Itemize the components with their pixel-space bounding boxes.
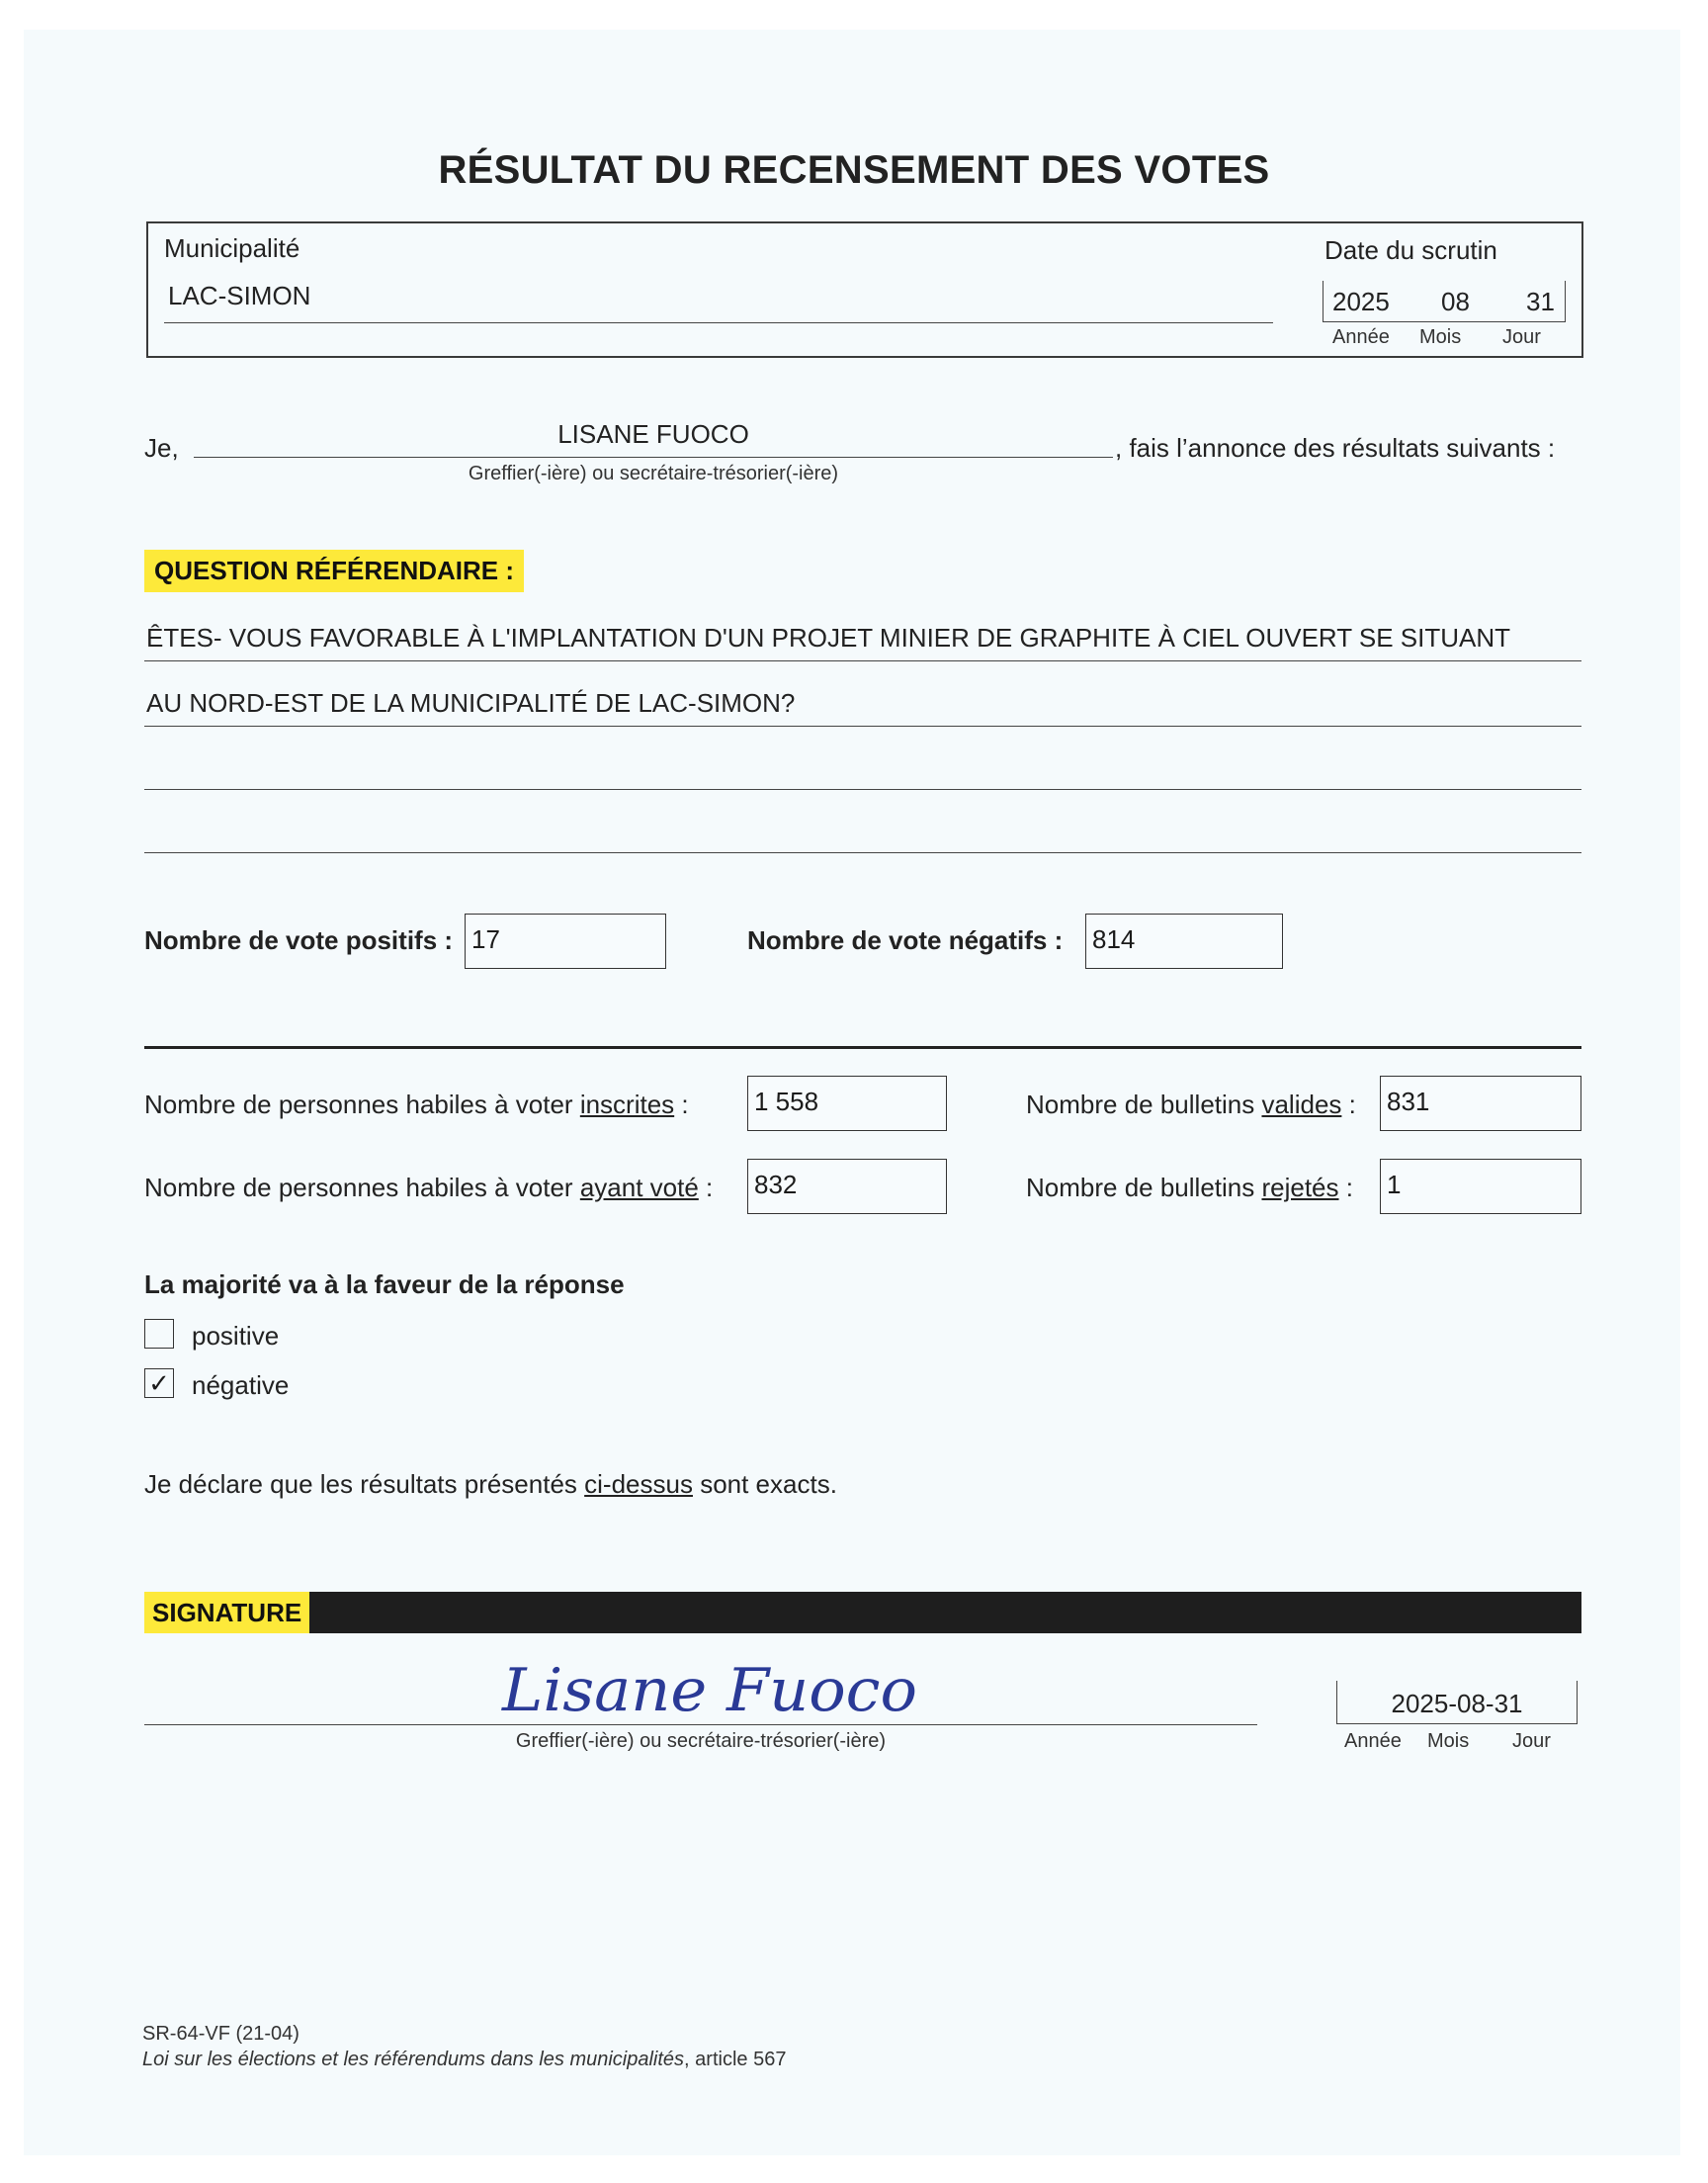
- signature-script: Lisane Fuoco: [500, 1656, 917, 1725]
- election-year-label: Année: [1332, 326, 1390, 348]
- negative-option-label: négative: [192, 1370, 290, 1400]
- election-month-label: Mois: [1419, 326, 1462, 348]
- municipality-label: Municipalité: [164, 233, 300, 263]
- form-code: SR-64-VF (21-04): [142, 2023, 299, 2045]
- declaration-name[interactable]: LISANE FUOCO: [557, 419, 749, 449]
- registered-voters-field[interactable]: 1 558: [747, 1076, 947, 1131]
- election-day: 31: [1526, 287, 1555, 316]
- voters-voted-field[interactable]: 832: [747, 1159, 947, 1214]
- declaration-prefix: Je,: [144, 433, 179, 463]
- rejected-ballots-field[interactable]: 1: [1380, 1159, 1581, 1214]
- signature-year-label: Année: [1344, 1730, 1402, 1752]
- positive-checkbox[interactable]: [144, 1319, 174, 1349]
- negative-votes-field[interactable]: 814: [1085, 914, 1283, 969]
- signature-bar: [144, 1592, 1581, 1633]
- negative-checkbox[interactable]: ✓: [144, 1368, 174, 1398]
- question-rule-2: [144, 726, 1581, 727]
- declaration-role: Greffier(-ière) ou secrétaire-trésorier(-ière): [468, 463, 839, 484]
- signature-role: Greffier(-ière) ou secrétaire-trésorier(-ière): [515, 1730, 887, 1752]
- negative-votes-label: Nombre de vote négatifs :: [747, 925, 1064, 955]
- signature-day-label: Jour: [1512, 1730, 1551, 1752]
- question-label: QUESTION RÉFÉRENDAIRE :: [144, 550, 524, 592]
- positive-votes-field[interactable]: 17: [465, 914, 666, 969]
- election-day-label: Jour: [1502, 326, 1541, 348]
- legal-reference: Loi sur les élections et les référendums dans les municipalités, article 567: [142, 2049, 787, 2070]
- declaration-suffix: , fais l’annonce des résultats suivants :: [1115, 433, 1556, 463]
- signature-date: 2025-08-31: [1391, 1689, 1523, 1718]
- question-line-2: AU NORD-EST DE LA MUNICIPALITÉ DE LAC-SIMON?: [146, 688, 796, 718]
- rejected-ballots-label: Nombre de bulletins rejetés :: [1026, 1173, 1353, 1202]
- election-month: 08: [1441, 287, 1470, 316]
- form-title: RÉSULTAT DU RECENSEMENT DES VOTES: [438, 148, 1270, 192]
- municipality-line: [164, 322, 1273, 323]
- declaration-name-line: [194, 457, 1113, 458]
- positive-option-label: positive: [192, 1321, 280, 1351]
- question-rule-3: [144, 789, 1581, 790]
- registered-voters-label: Nombre de personnes habiles à voter inscrites :: [144, 1090, 689, 1119]
- question-line-1: ÊTES- VOUS FAVORABLE À L'IMPLANTATION D'UN PROJET MINIER DE GRAPHITE À CIEL OUVERT SE SITUANT: [146, 623, 1511, 653]
- handwritten-signature: [494, 1633, 929, 1732]
- voters-voted-label: Nombre de personnes habiles à voter ayant voté :: [144, 1173, 714, 1202]
- municipality-value[interactable]: LAC-SIMON: [168, 281, 311, 310]
- election-date-label: Date du scrutin: [1324, 235, 1497, 265]
- confirmation-text: Je déclare que les résultats présentés ci-dessus sont exacts.: [144, 1469, 837, 1499]
- signature-line: [144, 1724, 1257, 1725]
- positive-votes-label: Nombre de vote positifs :: [144, 925, 454, 955]
- election-year: 2025: [1332, 287, 1390, 316]
- signature-label: SIGNATURE: [144, 1592, 309, 1633]
- valid-ballots-label: Nombre de bulletins valides :: [1026, 1090, 1356, 1119]
- valid-ballots-field[interactable]: 831: [1380, 1076, 1581, 1131]
- question-rule-1: [144, 660, 1581, 661]
- question-rule-4: [144, 852, 1581, 853]
- majority-label: La majorité va à la faveur de la réponse: [144, 1269, 625, 1299]
- section-divider: [144, 1046, 1581, 1049]
- signature-month-label: Mois: [1427, 1730, 1470, 1752]
